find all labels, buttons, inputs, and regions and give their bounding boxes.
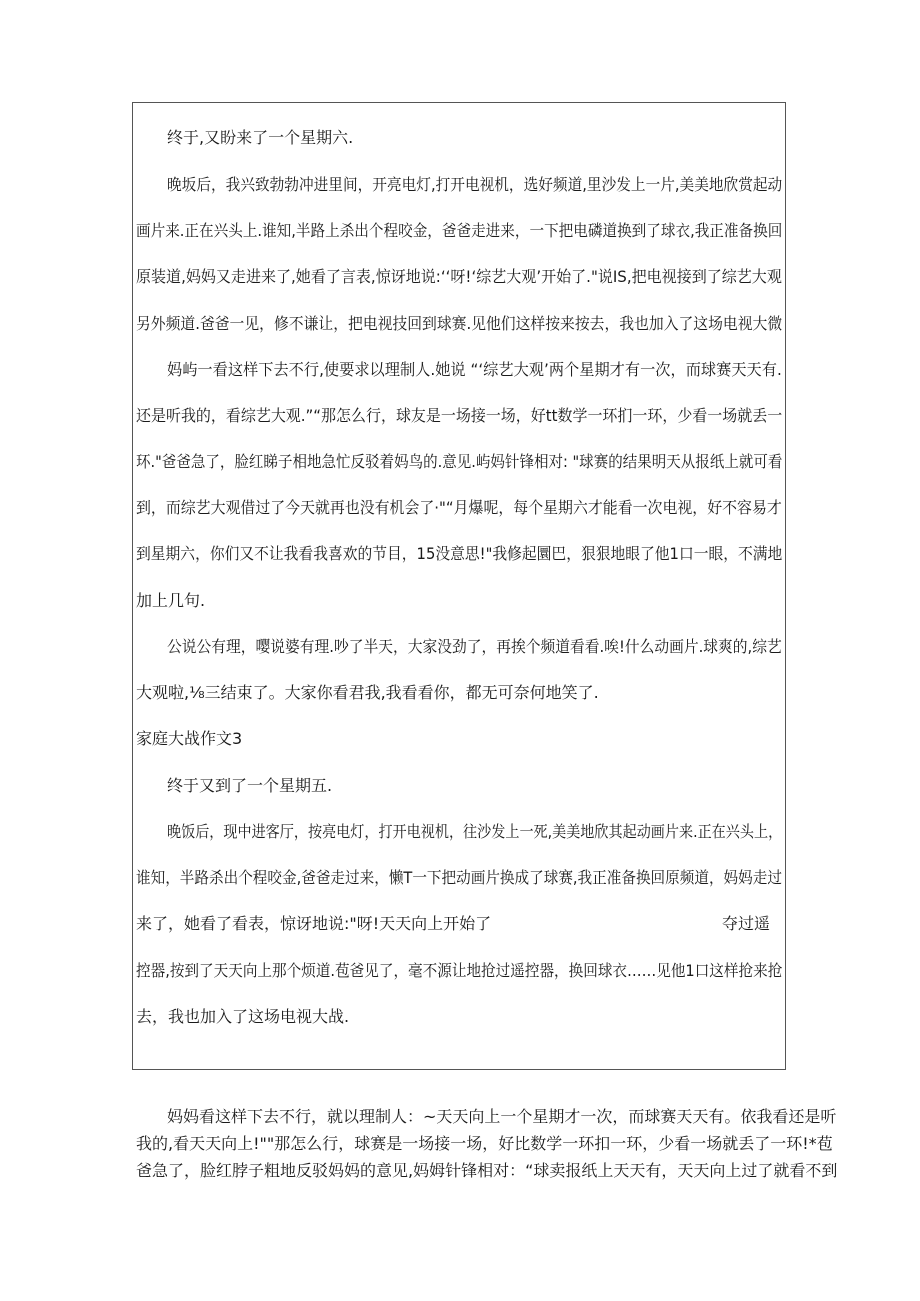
paragraph-line: 妈妈看这样下去不行，就以理制人：~天天向上一个星期才一次，而球赛天天有。依我看还是听 [167, 1107, 837, 1126]
paragraph-line: 画片来.正在兴头上.谁知,半路上杀出个程咬金，爸爸走进来，一下把电磷道换到了球衣,我正准备换回 [136, 221, 783, 240]
paragraph-line: 终于,又盼来了一个星期六. [167, 128, 354, 147]
paragraph-line: 加上几句. [136, 591, 206, 610]
paragraph-line: 爸急了，脸红脖子粗地反驳妈妈的意见,妈姆针锋相对：“球卖报纸上天天有，天天向上过了就看不到 [136, 1161, 838, 1180]
paragraph-line: 环."爸爸急了，脸红睇子相地急忙反驳着妈鸟的.意见.屿妈针锋相对: "球赛的结果明天从报纸上就可看 [136, 452, 783, 471]
paragraph-line: 到星期六，你们又不让我看我喜欢的节目，15没意思!"我修起圜巴，狠狠地眼了他1口一眼，不满地 [136, 544, 783, 563]
paragraph-line: 大观啦,⅛三结束了。大家你看君我,我看看你，都无可奈何地笑了. [136, 683, 599, 702]
paragraph-line: 还是听我的，看综艺大观.”“那怎么行，球友是一场接一场，好tt数学一环扪一环，少看一场就丢一 [136, 406, 783, 425]
paragraph-line: 终于又到了一个星期五. [167, 776, 333, 795]
paragraph-line: 去，我也加入了这场电视大战. [136, 1007, 350, 1026]
paragraph-line: 原装道,妈妈又走进来了,她看了言表,惊讶地说:‘‘呀!‘综艺大观’开始了."说IS,把电视接到了综艺大观 [136, 267, 782, 286]
paragraph-line: 晚饭后，现中进客厅，按亮电灯，打开电视机，往沙发上一死,美美地欣其起动画片来.正在兴头上， [167, 822, 783, 841]
paragraph-line: 我的,看天天向上!""那怎么行，球赛是一场接一场，好比数学一环扣一环，少看一场就丢了一环!*苞 [136, 1134, 833, 1153]
paragraph-line: 晚坂后，我兴致勃勃冲进里间，开亮电灯,打开电视机，选好频道,里沙发上一片,美美地欣赏起动 [167, 175, 783, 194]
paragraph-line-fragment: 夺过遥 [722, 914, 771, 933]
paragraph-line: 公说公有理，嘤说婆有理.吵了半天，大家没劲了，再挨个频道看看.唉!什么动画片.球爽的,综艺 [167, 637, 782, 656]
section-heading: 家庭大战作文3 [136, 729, 243, 748]
paragraph-line: 来了，她看了看表，惊讶地说:"呀!天天向上开始了 [136, 914, 492, 933]
paragraph-line: 谁知，半路杀出个程咬金,爸爸走过来，懒T一下把动画片换成了球赛,我正准备换回原频道，妈妈走过 [136, 868, 782, 887]
paragraph-line: 控器,按到了天天向上那个烦道.苞爸见了，毫不源让地抢过遥控器，换回球衣……见他1口这样抢来抢 [136, 961, 783, 980]
paragraph-line: 妈屿一看这样下去不行,使要求以理制人.她说 “‘综艺大观’两个星期才有一次，而球赛天天有. [167, 360, 782, 379]
paragraph-line: 到，而综艺大观借过了今天就再也没有机会了·"“月爆呢，每个星期六才能看一次电视，好不容易才 [136, 498, 782, 517]
paragraph-line: 另外频道.爸爸一见，修不谦让，把电视技回到球赛.见他们这样按来按去，我也加入了这场电视大微 [136, 314, 783, 333]
